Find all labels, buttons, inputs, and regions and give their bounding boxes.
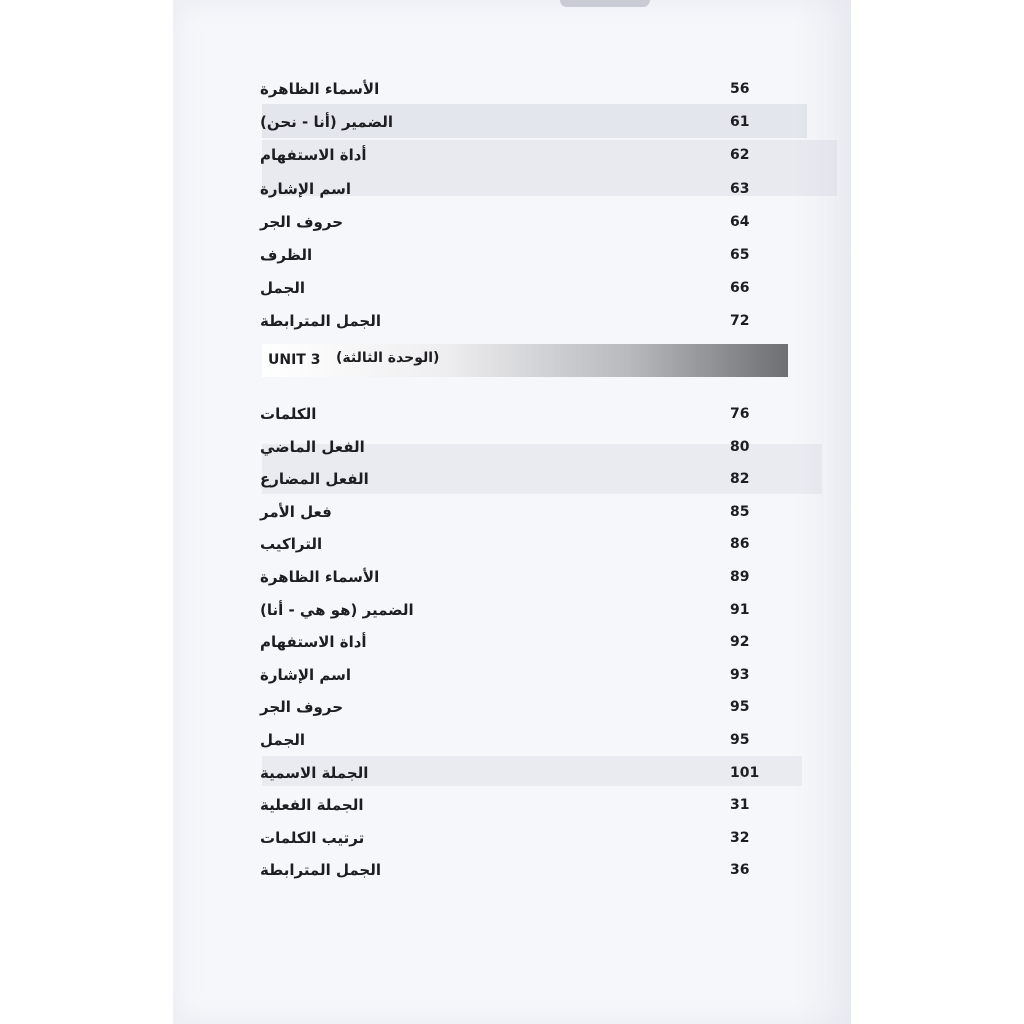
toc-entry-page-number: 85	[730, 503, 750, 520]
toc-entry-title: حروف الجر	[260, 212, 344, 231]
toc-entry-title: الجمل	[260, 279, 306, 298]
toc-entry	[260, 631, 788, 661]
toc-entry	[260, 277, 788, 307]
toc-entry-page-number: 93	[730, 666, 750, 683]
toc-entry-title: الجملة الاسمية	[260, 763, 369, 782]
toc-entry-page-number: 95	[730, 732, 750, 748]
toc-entry-title: الكلمات	[260, 405, 317, 423]
toc-entry-title: فعل الأمر	[260, 502, 332, 521]
unit-header-bar	[262, 344, 788, 377]
unit-label: UNIT 3	[268, 352, 321, 368]
toc-entry	[260, 436, 788, 466]
toc-entry-title: الضمير (هو هي - أنا)	[260, 600, 414, 619]
toc-entry-page-number: 62	[730, 147, 750, 164]
toc-entry	[260, 178, 788, 208]
toc-entry	[260, 729, 788, 759]
toc-entry-title: الضمير (أنا - نحن)	[260, 113, 394, 132]
toc-entry	[260, 310, 788, 340]
toc-entry	[260, 599, 788, 629]
toc-entry-title: الظرف	[260, 246, 313, 264]
toc-entry	[260, 501, 788, 531]
toc-entry-title: الفعل الماضي	[260, 437, 365, 456]
toc-entry	[260, 762, 788, 792]
toc-entry-title: الأسماء الظاهرة	[260, 568, 380, 586]
toc-entry	[260, 566, 788, 596]
toc-entry	[260, 859, 788, 889]
toc-entry	[260, 211, 788, 241]
toc-entry-title: اسم الإشارة	[260, 665, 352, 684]
toc-entry-page-number: 91	[730, 601, 750, 618]
toc-entry	[260, 468, 788, 498]
toc-entry-page-number: 31	[730, 797, 750, 814]
toc-entry-title: أداة الاستفهام	[260, 146, 367, 165]
toc-entry-page-number: 82	[730, 471, 750, 488]
toc-entry-page-number: 65	[730, 247, 750, 263]
toc-entry	[260, 78, 788, 108]
toc-entry	[260, 244, 788, 274]
toc-entry-page-number: 95	[730, 699, 750, 716]
toc-entry-page-number: 32	[730, 829, 750, 846]
toc-entry-title: الفعل المضارع	[260, 470, 369, 489]
toc-entry-title: الأسماء الظاهرة	[260, 80, 380, 98]
toc-entry-page-number: 63	[730, 180, 750, 197]
toc-entry-title: حروف الجر	[260, 698, 344, 717]
toc-entry	[260, 111, 788, 141]
toc-entry	[260, 533, 788, 563]
toc-entry	[260, 696, 788, 726]
toc-entry-page-number: 36	[730, 862, 750, 879]
toc-entry-title: ترتيب الكلمات	[260, 828, 365, 847]
toc-entry	[260, 403, 788, 433]
toc-entry	[260, 794, 788, 824]
scan-smudge	[560, 0, 650, 7]
toc-entry-page-number: 76	[730, 406, 750, 422]
toc-entry-page-number: 89	[730, 569, 750, 585]
toc-entry-title: الجمل المترابطة	[260, 861, 382, 880]
toc-entry	[260, 664, 788, 694]
toc-entry-page-number: 66	[730, 280, 750, 297]
toc-entry-title: الجمل	[260, 731, 306, 749]
toc-entry-page-number: 86	[730, 536, 750, 553]
toc-entry-page-number: 101	[730, 764, 760, 781]
toc-entry-page-number: 64	[730, 213, 750, 230]
toc-entry-page-number: 56	[730, 81, 750, 97]
toc-entry-page-number: 72	[730, 313, 750, 330]
toc-entry-title: أداة الاستفهام	[260, 633, 367, 652]
unit-arabic-label: (الوحدة الثالثة)	[336, 350, 440, 366]
toc-entry-title: الجمل المترابطة	[260, 312, 382, 331]
toc-entry	[260, 144, 788, 174]
toc-entry	[260, 827, 788, 857]
toc-entry-title: التراكيب	[260, 535, 323, 554]
toc-entry-page-number: 92	[730, 634, 750, 651]
toc-entry-page-number: 61	[730, 114, 750, 131]
toc-entry-title: الجملة الفعلية	[260, 796, 364, 815]
toc-entry-title: اسم الإشارة	[260, 179, 352, 198]
toc-entry-page-number: 80	[730, 438, 750, 455]
